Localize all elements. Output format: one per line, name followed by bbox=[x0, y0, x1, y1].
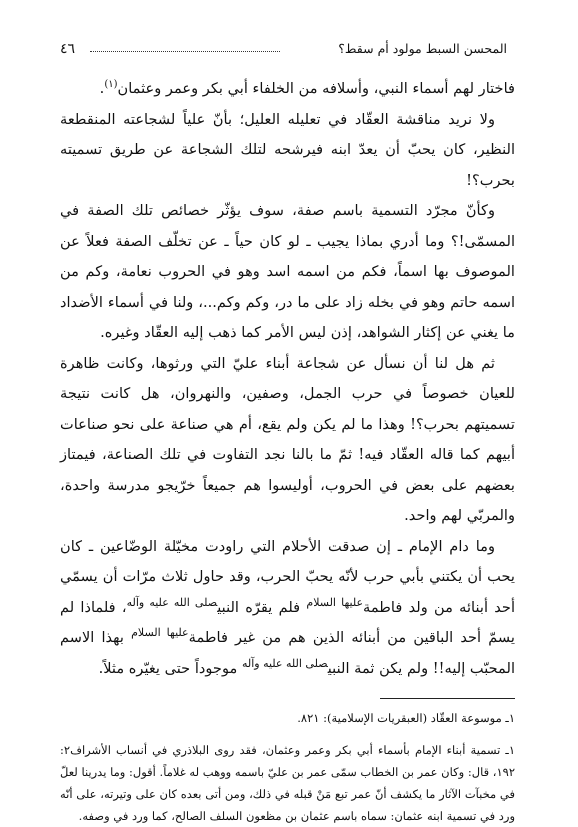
paragraph-5 bbox=[60, 532, 515, 685]
header-dotted-leader bbox=[90, 51, 280, 52]
footnote-1: ١ـ موسوعة العقّاد (العبقريات الإسلامية): ٨٢١. bbox=[297, 711, 515, 725]
footnotes bbox=[60, 707, 515, 827]
paragraph-1-text: فاختار لهم أسماء النبي، وأسلافه من الخلفاء أبي بكر وعمر وعثمان bbox=[117, 80, 515, 97]
footnote-separator bbox=[380, 698, 515, 699]
running-title: المحسن السبط مولود أم سقط؟ bbox=[334, 38, 507, 60]
paragraph-5-part-e: موجوداً حتى يغيّره مثلاً. bbox=[98, 659, 242, 677]
honorific-glyph-3: عليها السلام bbox=[131, 626, 189, 640]
paragraph-5-part-c: ، فلماذا لم يسمّ أحد الباقين من أبنائه الذين هم من غير فاطمة bbox=[60, 598, 515, 646]
paragraph-4: ثم هل لنا أن نسأل عن شجاعة أبناء عليّ التي ورثوها، وكانت ظاهرة للعيان خصوصاً في حرب الجمل، وصفين، والنهروان، هل كانت نتيجة تسميتهم بحرب؟! وهذا ما لم يكن ولم يقع، أم هي صناعة على نحو صناعات أبيهم كما قاله العقّاد فيه! ثمّ ما بالنا نجد التفاوت في تلك الصناعة، فيمتاز بعضهم على بعض في الحروب، أوليسوا هم جميعاً خرّيجو مدرسة واحدة، والمربّي لهم واحد. bbox=[60, 354, 515, 524]
honorific-glyph-1: عليها السلام bbox=[306, 595, 364, 609]
honorific-glyph-2: صلى الله عليه وآله bbox=[126, 595, 218, 609]
footnote-ref-1: (١) bbox=[104, 79, 118, 91]
book-page bbox=[60, 38, 515, 827]
paragraph-5-part-a: وما دام الإمام ـ إن صدقت الأحلام التي راودت مخيّلة الوضّاعين ـ كان يحب أن يكتني بأبي حرب لأنّه يحبّ الحرب، وقد حاول ثلاث مرّات أن يسمّي أحد أبنائه من ولد فاطمة bbox=[60, 537, 515, 616]
paragraph-1 bbox=[60, 74, 515, 105]
paragraph-5-part-d: بهذا الاسم المحبّب إليه!! ولم يكن ثمة النبي bbox=[60, 629, 515, 677]
main-text bbox=[60, 74, 515, 684]
paragraph-1-end: . bbox=[99, 80, 105, 97]
page-number: ٤٦ bbox=[60, 41, 76, 57]
paragraph-5-part-b: فلم يقرّه النبي bbox=[217, 598, 307, 616]
honorific-glyph-4: صلى الله عليه وآله bbox=[241, 656, 328, 670]
running-header bbox=[60, 38, 515, 60]
paragraph-3: وكأنّ مجرّد التسمية باسم صفة، سوف يؤثّر خصائص تلك الصفة في المسمّى!؟ وما أدري بماذا يجيب ـ لو كان حياً ـ عن تخلّف الصفة فعلاً عن الموصوف بها اسماً، فكم من اسمه اسد وهو في الحروب نعامة، وكم من اسمه حاتم وهو في بخله زاد على ما در، وكم وكم...، ولنا في أسماء الأضداد ما يغني عن إكثار الشواهد، إذن ليس الأمر كما ذهب إليه العقّاد وغيره. bbox=[60, 202, 515, 341]
paragraph-2: ولا نريد مناقشة العقّاد في تعليله العليل؛ بأنّ علياً لشجاعته المنقطعة النظير، كان يحبّ أن يعدّ ابنه فيرشحه لتلك الشجاعة عن طريق تسميته بحرب؟! bbox=[60, 110, 515, 189]
footnote-2: ١ـ تسمية أبناء الإمام بأسماء أبي بكر وعمر وعثمان، فقد روى البلاذري في أنساب الأشراف٢: ١٩٢، قال: وكان عمر بن الخطاب سمّى عمر بن عليّ باسمه ووهب له غلاماً. أقول: وما يدرينا لعلّ في مخبآت الآثار ما يكشف أنّ عمر تبع مَنْ قبله في ذلك، ومن أتى بعده كان على وتيرته، على أنّه ورد في تسمية ابنه عثمان: سماه باسم عثمان بن مظعون السلف الصالح، كما ورد في وصفه. bbox=[60, 743, 515, 823]
